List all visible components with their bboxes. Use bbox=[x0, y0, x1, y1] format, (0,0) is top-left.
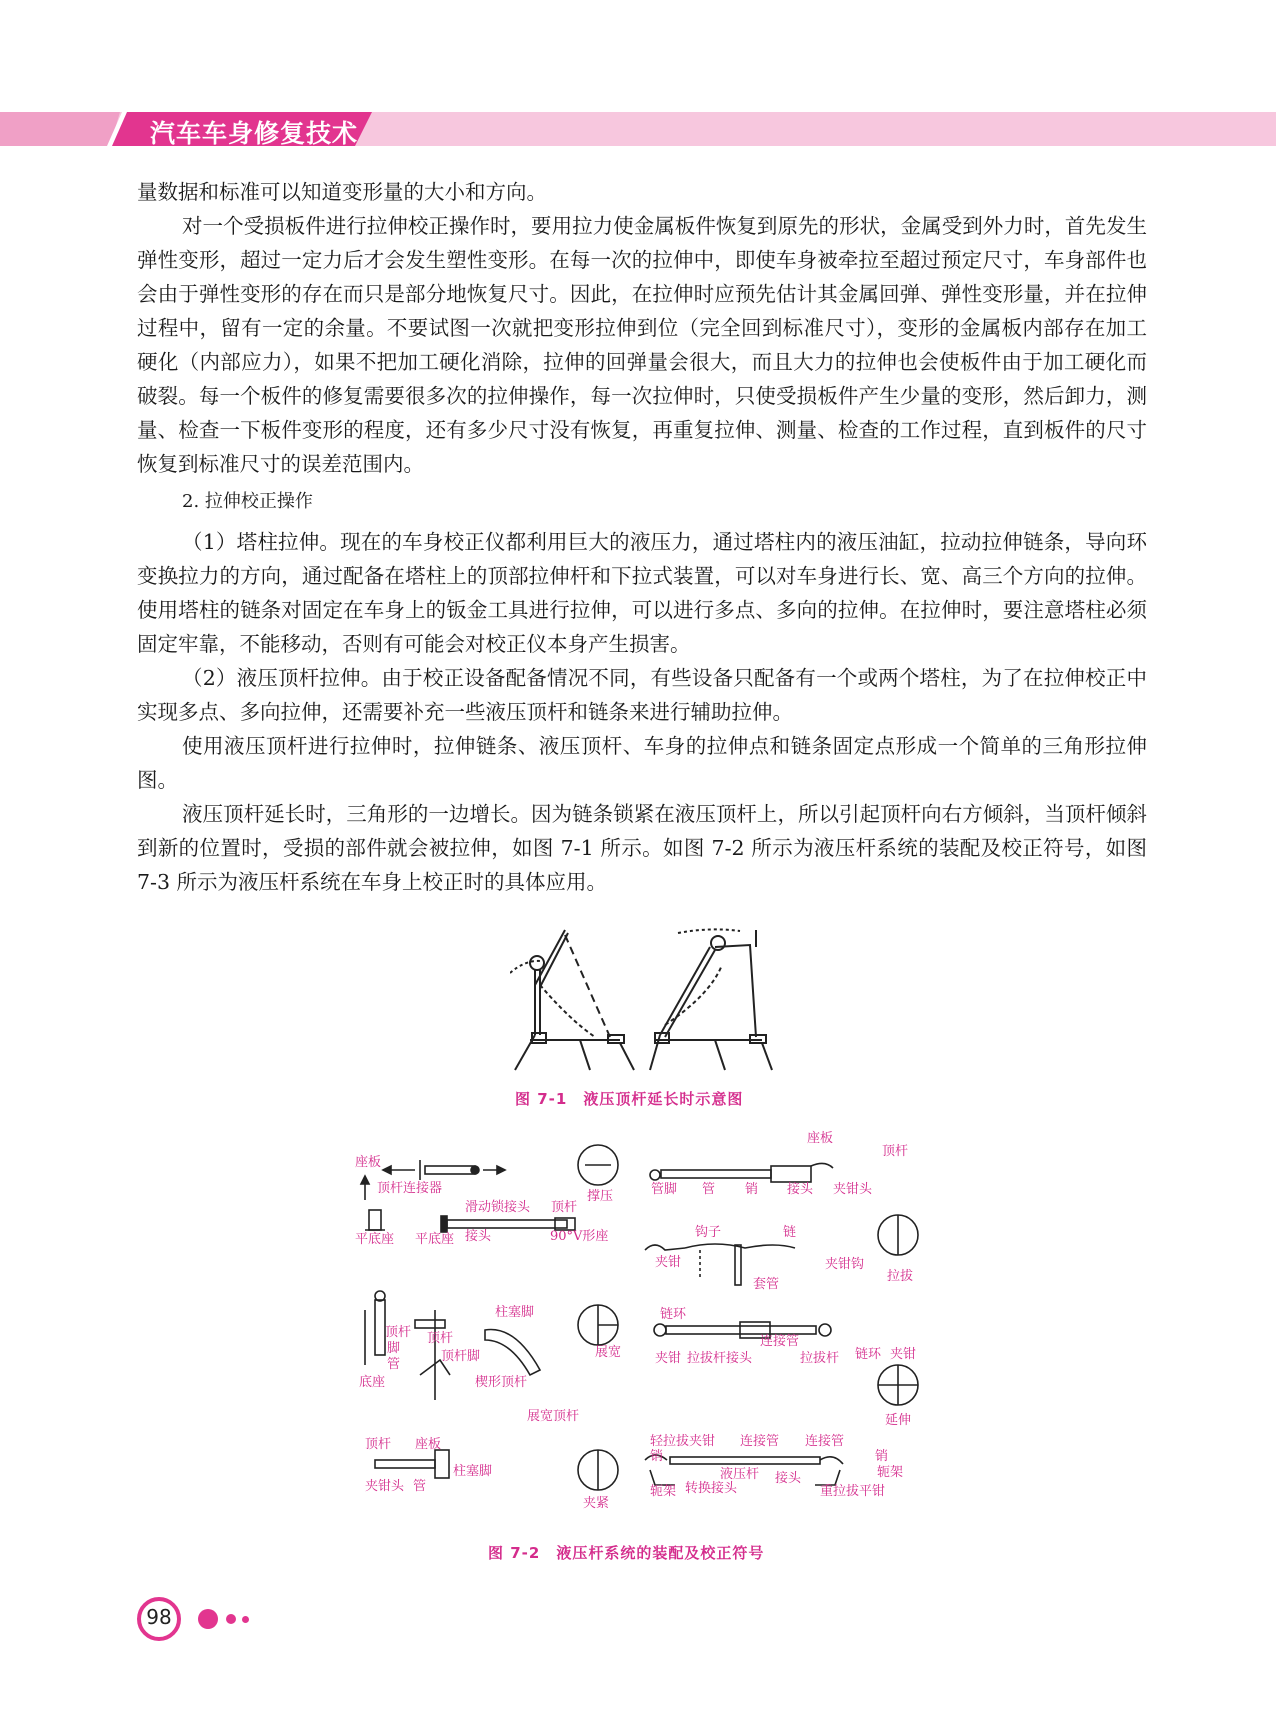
label: 销 bbox=[650, 1449, 664, 1464]
label: 延伸 bbox=[885, 1413, 912, 1428]
page-dot-small bbox=[242, 1616, 249, 1623]
label: 平底座 bbox=[355, 1232, 395, 1247]
label: 展宽顶杆 bbox=[527, 1409, 580, 1424]
label: 座板 bbox=[807, 1131, 834, 1146]
label: 销 bbox=[745, 1182, 759, 1197]
label: 夹钳 bbox=[655, 1255, 682, 1270]
label: 套管 bbox=[753, 1277, 780, 1292]
label: 柱塞脚 bbox=[495, 1305, 535, 1320]
paragraph: 对一个受损板件进行拉伸校正操作时，要用拉力使金属板件恢复到原先的形状，金属受到外力时，首先发生弹性变形，超过一定力后才会发生塑性变形。在每一次的拉伸中，即使车身被牵拉至超过预定尺寸，车身部件也会由于弹性变形的存在而只是部分地恢复尺寸。因此，在拉伸时应预先估计其金属回弹、弹性变形量，并在拉伸过程中，留有一定的余量。不要试图一次就把变形拉伸到位（完全回到标准尺寸），变形的金属板内部存在加工硬化（内部应力），如果不把加工硬化消除，拉伸的回弹量会很大，而且大力的拉伸也会使板件由于加工硬化而破裂。每一个板件的修复需要很多次的拉伸操作，每一次拉伸时，只使受损板件产生少量的变形，然后卸力，测量、检查一下板件变形的程度，还有多少尺寸没有恢复，再重复拉伸、测量、检查的工作过程，直到板件的尺寸恢复到标准尺寸的误差范围内。 bbox=[137, 214, 1147, 476]
label: 平底座 bbox=[415, 1232, 455, 1247]
label: 拉拔杆 bbox=[800, 1351, 840, 1366]
label: 轭架 bbox=[877, 1465, 904, 1480]
label: 拉拔杆接头 bbox=[687, 1351, 753, 1366]
label: 连接管 bbox=[805, 1434, 845, 1449]
label: 夹钳 bbox=[655, 1351, 682, 1366]
label: 顶杆 bbox=[551, 1200, 578, 1215]
paragraph: 液压顶杆延长时，三角形的一边增长。因为链条锁紧在液压顶杆上，所以引起顶杆向右方倾斜，当顶杆倾斜到新的位置时，受损的部件就会被拉伸，如图 7-1 所示。如图 7-2 所示为液压杆系统的装配及校正符号，如图 7-3 所示为液压杆系统在车身上校正时的具体应用。 bbox=[137, 802, 1147, 894]
page-dot-medium bbox=[226, 1614, 236, 1624]
label: 销 bbox=[875, 1449, 889, 1464]
label: 接头 bbox=[775, 1471, 802, 1486]
label: 顶杆 bbox=[427, 1331, 454, 1346]
label: 管 bbox=[387, 1357, 401, 1372]
label: 柱塞脚 bbox=[453, 1464, 493, 1479]
label: 钩子 bbox=[695, 1225, 722, 1240]
label: 液压杆 bbox=[720, 1467, 760, 1482]
label: 顶杆 bbox=[385, 1325, 412, 1340]
label: 管 bbox=[702, 1182, 716, 1197]
label: 连接管 bbox=[740, 1434, 780, 1449]
label: 拉拔 bbox=[887, 1269, 914, 1284]
label: 管脚 bbox=[651, 1182, 678, 1197]
label: 底座 bbox=[359, 1375, 386, 1390]
label: 顶杆 bbox=[365, 1437, 392, 1452]
label: 轭架 bbox=[650, 1484, 677, 1499]
label: 夹钳头 bbox=[833, 1182, 873, 1197]
label: 撑压 bbox=[587, 1189, 614, 1204]
figure-7-2-caption: 图 7-2 液压杆系统的装配及校正符号 bbox=[488, 1544, 765, 1562]
paragraph: 使用液压顶杆进行拉伸时，拉伸链条、液压顶杆、车身的拉伸点和链条固定点形成一个简单的三角形拉伸图。 bbox=[137, 734, 1147, 792]
label: 轻拉拔夹钳 bbox=[650, 1434, 716, 1449]
label: 座板 bbox=[355, 1155, 382, 1170]
label: 链环 bbox=[660, 1307, 687, 1322]
figure-7-1-caption: 图 7-1 液压顶杆延长时示意图 bbox=[515, 1090, 744, 1108]
label: 滑动锁接头 bbox=[465, 1200, 531, 1215]
label: 夹钳头 bbox=[365, 1479, 405, 1494]
label: 顶杆脚 bbox=[441, 1349, 481, 1364]
label: 夹钳 bbox=[890, 1347, 917, 1362]
label: 链 bbox=[783, 1225, 797, 1240]
label: 90°V形座 bbox=[550, 1229, 609, 1244]
paragraph: （1）塔柱拉伸。现在的车身校正仪都利用巨大的液压力，通过塔柱内的液压油缸，拉动拉伸链条，导向环变换拉力的方向，通过配备在塔柱上的顶部拉伸杆和下拉式装置，可以对车身进行长、宽、高三个方向的拉伸。使用塔柱的链条对固定在车身上的钣金工具进行拉伸，可以进行多点、多向的拉伸。在拉伸时，要注意塔柱必须固定牢靠，不能移动，否则有可能会对校正仪本身产生损害。 bbox=[137, 530, 1147, 656]
figure-7-2-illustration bbox=[355, 1130, 935, 1530]
label: 连接管 bbox=[760, 1334, 800, 1349]
label: 展宽 bbox=[595, 1345, 622, 1360]
paragraph-continued: 量数据和标准可以知道变形量的大小和方向。 bbox=[137, 180, 547, 204]
label: 接头 bbox=[465, 1229, 492, 1244]
label: 转换接头 bbox=[685, 1481, 738, 1496]
label: 夹钳钩 bbox=[825, 1257, 865, 1272]
body-text bbox=[137, 175, 1147, 899]
label: 顶杆连接器 bbox=[377, 1181, 443, 1196]
label: 管 bbox=[413, 1479, 427, 1494]
label: 楔形顶杆 bbox=[475, 1375, 528, 1390]
label: 顶杆 bbox=[882, 1144, 909, 1159]
page-dot-large bbox=[198, 1609, 218, 1629]
label: 接头 bbox=[787, 1182, 814, 1197]
header-title: 汽车车身修复技术 bbox=[150, 119, 359, 148]
label: 座板 bbox=[415, 1437, 442, 1452]
label: 夹紧 bbox=[583, 1496, 610, 1511]
figure-7-1-illustration bbox=[510, 925, 790, 1075]
section-heading: 2. 拉伸校正操作 bbox=[182, 491, 313, 512]
label: 重拉拔平钳 bbox=[820, 1484, 886, 1499]
label: 链环 bbox=[855, 1347, 882, 1362]
label: 脚 bbox=[387, 1341, 401, 1356]
page-number: 98 bbox=[146, 1605, 172, 1629]
paragraph: （2）液压顶杆拉伸。由于校正设备配备情况不同，有些设备只配备有一个或两个塔柱，为了在拉伸校正中实现多点、多向拉伸，还需要补充一些液压顶杆和链条来进行辅助拉伸。 bbox=[137, 666, 1147, 724]
